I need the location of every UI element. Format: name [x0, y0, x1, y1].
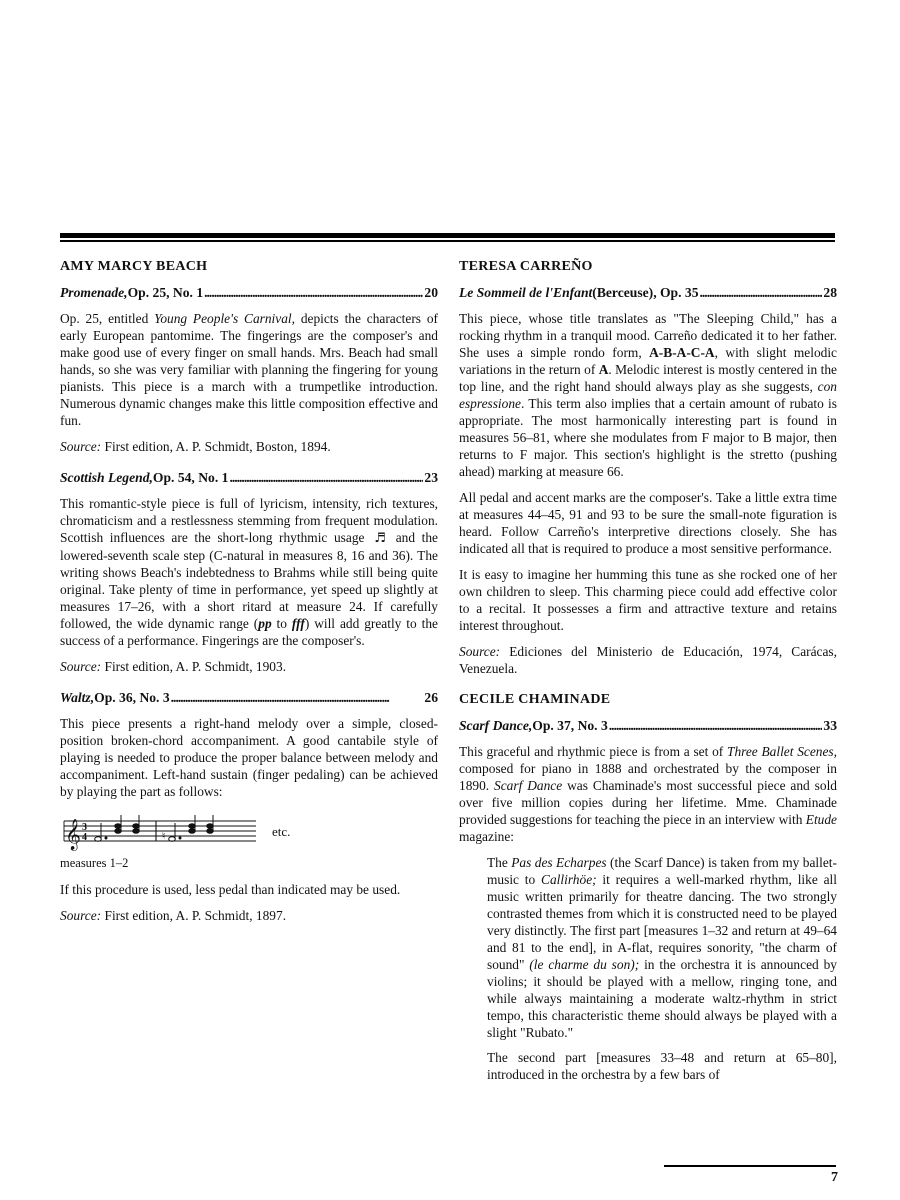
music-staff-icon [60, 809, 260, 853]
entry-page: 23 [424, 470, 438, 485]
source-line: Source: First edition, A. P. Schmidt, 1897. [60, 908, 287, 923]
entry-opus: Op. 37, No. 3 [532, 718, 608, 733]
source-line: Source: Ediciones del Ministerio de Educación, 1974, Carácas, Venezuela. [459, 644, 837, 676]
source-line: Source: First edition, A. P. Schmidt, Boston, 1894. [60, 439, 331, 454]
footer-rule [664, 1165, 836, 1167]
music-caption: measures 1–2 [60, 856, 129, 870]
entry-page: 28 [823, 285, 837, 300]
composer-heading: CECILE CHAMINADE [459, 692, 611, 707]
paragraph: This piece presents a right-hand melody over a simple, closed-position broken-chord accompaniment. A good cantabile style of playing is needed to produce the proper balance between melody and accompaniment. Left-hand sustain (finger pedaling) can be achieved by playing the part as follows: [60, 716, 438, 799]
short-long-rhythm-icon: ♬ [374, 531, 386, 546]
music-example [60, 809, 438, 872]
entry-page: 20 [424, 285, 438, 300]
left-column [60, 258, 438, 933]
top-rule-thick [60, 233, 835, 238]
dot-leader [204, 284, 423, 301]
quote-paragraph: The second part [measures 33–48 and return at 65–80], introduced in the orchestra by a few bars of [487, 1050, 837, 1082]
page-number: 7 [831, 1170, 838, 1185]
entry-opus: Op. 54, No. 1 [152, 470, 229, 485]
toc-entry [459, 284, 837, 301]
source-line: Source: First edition, A. P. Schmidt, 1903. [60, 659, 287, 674]
svg-text:♮: ♮ [162, 831, 166, 842]
right-column [459, 258, 837, 1091]
entry-opus: Op. 25, No. 1 [127, 285, 204, 300]
paragraph: Op. 25, entitled Young People's Carnival, depicts the characters of early European pantomime. The fingerings are the composer's and make good use of every finger on small hands. Mrs. Beach had small hands, so she was very familiar with planning the fingering for young pianists. This piece is a march with a trumpetlike introduction. Numerous dynamic changes make this little composition effective and fun. [60, 311, 439, 428]
toc-entry [459, 717, 837, 734]
entry-page: 33 [823, 718, 837, 733]
entry-title: Scottish Legend, [60, 470, 153, 485]
entry-page: 26 [424, 690, 438, 705]
paragraph: This romantic-style piece is full of lyricism, intensity, rich textures, chromaticism and a restlessness stemming from frequent modulation. Scottish influences are the short-long rhythmic usage ♬ and the lowered-seventh scale step (C-natural in measures 8, 16 and 36). The writing shows Beach's indebtedness to Brahms while still being quite original. Take plenty of time in performance, yet speed up slightly at measures 17–26, with a short ritard at measure 24. If carefully followed, the wide dynamic range (pp to fff) will add greatly to the success of a performance. Fingerings are the composer's. [60, 496, 439, 648]
toc-entry [60, 284, 438, 301]
entry-opus: (Berceuse), Op. 35 [592, 285, 699, 300]
top-rule-thin [60, 240, 835, 242]
dot-leader [700, 284, 823, 301]
block-quote [487, 854, 837, 1083]
paragraph: It is easy to imagine her humming this tune as she rocked one of her own children to sleep. This charming piece could add effective color to a recital. It possesses a firm and attractive texture and retains interest throughout. [459, 567, 837, 633]
entry-title: Promenade, [60, 285, 128, 300]
toc-entry [60, 469, 438, 486]
dot-leader [171, 689, 424, 706]
paragraph: All pedal and accent marks are the composer's. Take a little extra time at measures 44–45, 91 and 93 to be sure the small-note figuration is heard. Follow Carreño's interpretive directions closely. She has indicated all that is required to produce a most sensitive performance. [459, 490, 837, 556]
paragraph: If this procedure is used, less pedal than indicated may be used. [60, 882, 401, 897]
paragraph: This graceful and rhythmic piece is from a set of Three Ballet Scenes, composed for piano in 1888 and orchestrated by the composer in 1890. Scarf Dance was Chaminade's most successful piece and sold over five million copies during her lifetime. Mme. Chaminade provided suggestions for teaching the piece in an interview with Etude magazine: [459, 744, 837, 844]
entry-opus: Op. 36, No. 3 [94, 690, 170, 705]
paragraph: This piece, whose title translates as "The Sleeping Child," has a rocking rhythm in a tranquil mood. Carreño dedicated it to her father. She uses a simple rondo form, A-B-A-C-A, with slight melodic variations in the return of A. Melodic interest is mostly centered in the top line, and the right hand should always play as she suggests, con espressione. This term also implies that a certain amount of rubato is appropriate. The most harmonically interesting part is found in measures 56–81, where she modulates from F major to B major, then returns to F major. This section's highlight is the stretto (pushing ahead) marking at measure 66. [459, 311, 838, 479]
svg-text:4: 4 [82, 832, 87, 843]
quote-paragraph: The Pas des Echarpes (the Scarf Dance) is taken from my ballet-music to Callirhöe; it requires a well-marked rhythm, like all music written primarily for theatre dancing. The two strongly contrasted themes from which it is constructed need to be played very distinctly. The first part [measures 1–32 and return at 49–64 and 81 to the end], in A-flat, requires sonority, "the charm of sound" (le charme du son); in the orchestra it is announced by violins; it should be played with a mellow, ringing tone, and while always maintaining a moderate waltz-rhythm in strict tempo, this characteristic theme should always be played with a slight "Rubato." [487, 855, 837, 1040]
composer-heading: TERESA CARREÑO [459, 259, 593, 274]
svg-text:𝄞: 𝄞 [65, 819, 81, 850]
dot-leader [609, 717, 823, 734]
svg-text:3: 3 [82, 822, 87, 833]
composer-heading: AMY MARCY BEACH [60, 259, 208, 274]
dot-leader [229, 469, 423, 486]
entry-title: Waltz, [60, 690, 95, 705]
toc-entry [60, 689, 438, 706]
entry-title: Le Sommeil de l'Enfant [459, 285, 593, 300]
entry-title: Scarf Dance, [459, 718, 533, 733]
music-etc: etc. [272, 823, 291, 839]
